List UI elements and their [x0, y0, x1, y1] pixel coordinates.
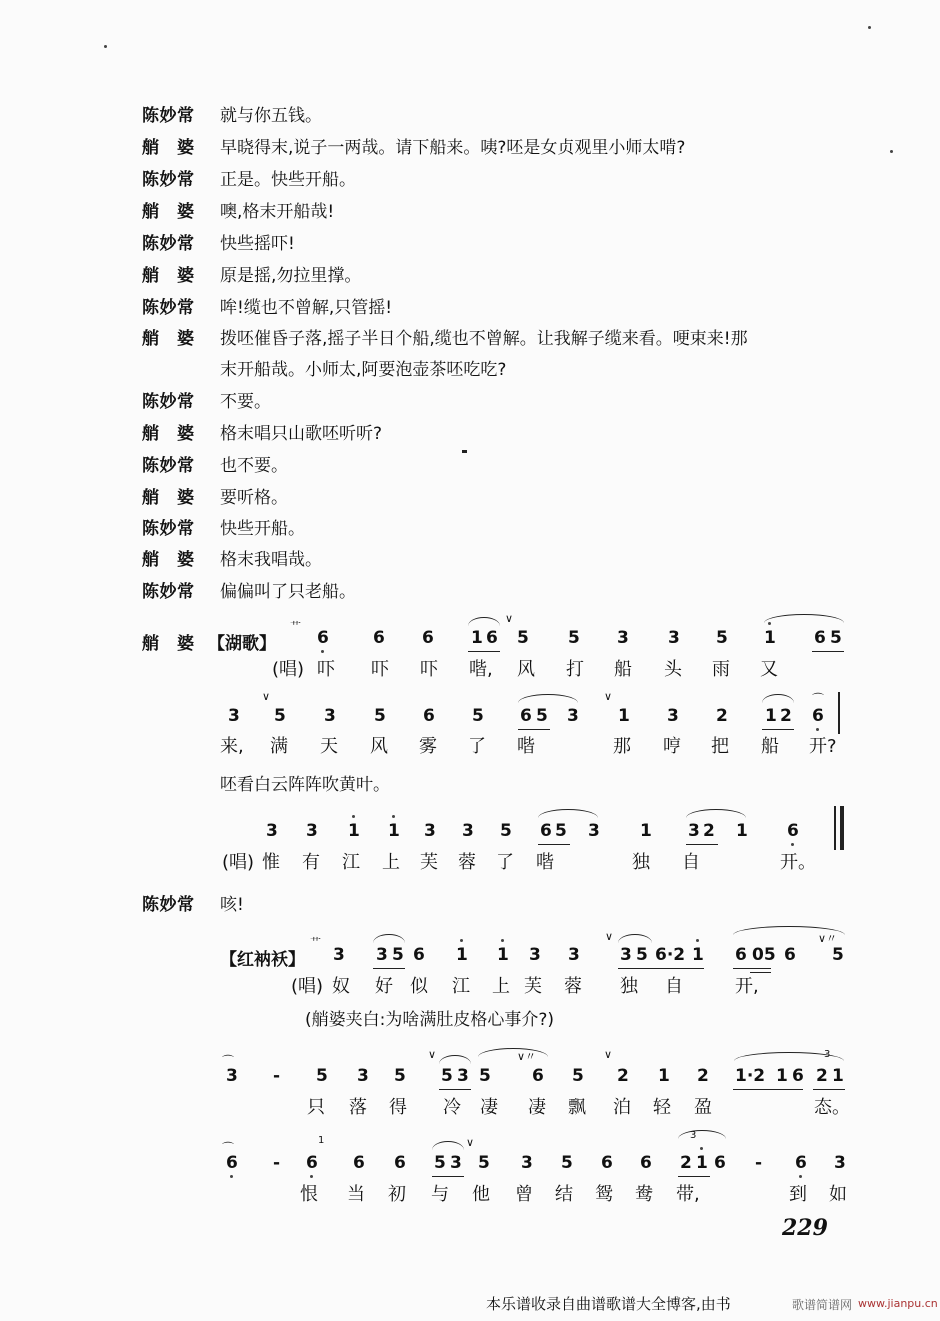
note: 6 [413, 945, 425, 965]
lyric: 好 [375, 976, 393, 997]
bar-line [838, 692, 840, 734]
low-octave-dot [791, 843, 794, 846]
lyric: 到 [789, 1184, 807, 1205]
beam [762, 729, 794, 730]
speaker-name: 陈妙常 [142, 170, 195, 190]
lyric: 似 [410, 976, 428, 997]
bar-line [834, 806, 836, 850]
lyric: 喈 [536, 852, 554, 873]
note: 6 [353, 1153, 365, 1173]
slur [764, 614, 844, 623]
note: 1 [658, 1066, 670, 1086]
note: 1 [764, 628, 776, 648]
tie-mark: ⌒ [222, 1141, 235, 1155]
lyric: 吓 [371, 659, 389, 680]
note: 6 [812, 706, 824, 726]
note: 5 [568, 628, 580, 648]
note: 6 [317, 628, 329, 648]
note: 1 [832, 1066, 844, 1086]
page-number: 229 [782, 1215, 828, 1241]
lyric: 船 [614, 659, 632, 680]
beam [733, 968, 771, 969]
lyric: 了 [468, 736, 486, 757]
note: 5 [561, 1153, 573, 1173]
note: 3 [568, 945, 580, 965]
grace-note: 1 [318, 1135, 325, 1146]
note: 6 [373, 628, 385, 648]
note: 5 [636, 945, 648, 965]
speaker-name: 艄 婆 [142, 488, 195, 508]
note: 6 [540, 821, 552, 841]
dialogue-line: 就与你五钱。 [220, 106, 322, 126]
note: 2 [780, 706, 792, 726]
tempo-mark: 艹 [290, 620, 301, 633]
lyric: 开? [809, 736, 837, 757]
note: 5 [832, 945, 844, 965]
note: 1 [456, 945, 468, 965]
slur [538, 809, 598, 818]
lyric: 又 [760, 659, 778, 680]
note: 3 [324, 706, 336, 726]
note: 1 [388, 821, 400, 841]
tempo-mark: 艹 [310, 936, 321, 949]
lyric: 吓 [420, 659, 438, 680]
lyric: 凄 [528, 1097, 546, 1118]
lyric: 哼 [663, 736, 681, 757]
note: 1 [776, 1066, 788, 1086]
note: 3 [567, 706, 579, 726]
breath-mark: ∨ [505, 612, 514, 625]
lyric: 轻 [653, 1097, 671, 1118]
scan-speck [462, 450, 467, 453]
note: 3 [620, 945, 632, 965]
lyric: 飘 [568, 1097, 586, 1118]
note: 6 [640, 1153, 652, 1173]
beam [686, 844, 718, 845]
lyric: 芙 [420, 852, 438, 873]
breath-mark: ∨ [605, 930, 614, 943]
lyric: 芙 [524, 976, 542, 997]
note: 5 [517, 628, 529, 648]
note: 5 [394, 1066, 406, 1086]
beam [468, 651, 500, 652]
lyric: 雾 [419, 736, 437, 757]
note: 5 [392, 945, 404, 965]
beam [538, 844, 570, 845]
dialogue-line: 咳! [220, 895, 244, 915]
low-octave-dot [230, 1175, 233, 1178]
note: 3 [667, 706, 679, 726]
footer-note: 本乐谱收录自曲谱歌谱大全博客,由书 [486, 1295, 731, 1313]
beam [733, 1089, 803, 1090]
lyric: 与 [431, 1184, 449, 1205]
dialogue-line: 快些摇吓! [220, 234, 295, 254]
dialogue-line: 不要。 [220, 392, 271, 412]
slur [468, 617, 500, 626]
dialogue-line: 正是。快些开船。 [220, 170, 356, 190]
slur [478, 1048, 548, 1057]
lyric: 雨 [712, 659, 730, 680]
lyric: 只 [307, 1097, 325, 1118]
breath-mark: ∨ [604, 1048, 613, 1061]
beam [678, 1176, 710, 1177]
note: 3 [266, 821, 278, 841]
dialogue-line-continued: 末开船哉。小师太,阿要泡壶茶呸吃吃? [220, 360, 507, 380]
dialogue-line: 也不要。 [220, 456, 288, 476]
grace-note: 3 [690, 1130, 697, 1141]
note: 5 [479, 1066, 491, 1086]
note: 1 [696, 1153, 708, 1173]
note: 3 [457, 1066, 469, 1086]
slur [618, 934, 652, 943]
note: 1 [736, 821, 748, 841]
lyric: 江 [342, 852, 360, 873]
tune-name: 【红衲袄】 [220, 950, 305, 970]
lyric: 惟 [262, 852, 280, 873]
high-octave-dot [460, 939, 463, 942]
note: 1 [765, 706, 777, 726]
lyric: 江 [452, 976, 470, 997]
note: 3 [306, 821, 318, 841]
lyric: 开。 [780, 852, 816, 873]
breath-mark: ∨〃 [818, 932, 838, 945]
beam [432, 1176, 464, 1177]
lyric: 了 [496, 852, 514, 873]
note: 3 [228, 706, 240, 726]
note: 5 [500, 821, 512, 841]
note: 3 [462, 821, 474, 841]
scan-speck [868, 26, 871, 29]
note: 6 [520, 706, 532, 726]
lyric: 上 [382, 852, 400, 873]
note: 3 [521, 1153, 533, 1173]
note: 6 [394, 1153, 406, 1173]
note: 6 [784, 945, 796, 965]
lyric: 上 [492, 976, 510, 997]
beam [812, 651, 844, 652]
breath-mark: ∨ [428, 1048, 437, 1061]
note: 2 [816, 1066, 828, 1086]
breath-mark: ∨ [466, 1136, 475, 1149]
breath-mark: ∨ [262, 690, 271, 703]
speaker-name: 艄 婆 [142, 550, 195, 570]
note: 3 [588, 821, 600, 841]
dialogue-line: 拨呸催昏子落,摇子半日个船,缆也不曾解。让我解子缆来看。哽束来!那 [220, 329, 748, 349]
slur [373, 934, 405, 943]
lyric: 盈 [694, 1097, 712, 1118]
tie-mark: ⌒ [222, 1054, 235, 1068]
note: 3 [424, 821, 436, 841]
note: 3 [226, 1066, 238, 1086]
speaker-name: 艄 婆 [142, 138, 195, 158]
lyric: 头 [664, 659, 682, 680]
note: 6 [792, 1066, 804, 1086]
lyric: 吓 [317, 659, 335, 680]
dialogue-line: 要听格。 [220, 488, 288, 508]
tune-name: 【湖歌】 [208, 634, 276, 654]
high-octave-dot [352, 815, 355, 818]
lyric: 满 [270, 736, 288, 757]
slur [432, 1141, 464, 1150]
slur [678, 1130, 726, 1139]
speaker-name: 陈妙常 [142, 519, 195, 539]
note: 6 [422, 628, 434, 648]
lyric: 有 [302, 852, 320, 873]
note: 6 [601, 1153, 613, 1173]
note: 3 [688, 821, 700, 841]
grace-note: 3 [824, 1049, 831, 1060]
dialogue-line: 原是摇,勿拉里撑。 [220, 266, 362, 286]
speaker-name: 艄 婆 [142, 266, 195, 286]
note: 5 [472, 706, 484, 726]
note: - [755, 1153, 763, 1173]
slur [762, 694, 794, 703]
lyric: 自 [665, 976, 683, 997]
scan-speck [104, 45, 107, 48]
dialogue-line: 噢,格末开船哉! [220, 202, 335, 222]
lyric: 凄 [480, 1097, 498, 1118]
note: 6 [423, 706, 435, 726]
lyric: 船 [761, 736, 779, 757]
lyric: 蓉 [564, 976, 582, 997]
low-octave-dot [321, 650, 324, 653]
speaker-name: 艄 婆 [142, 634, 195, 654]
low-octave-dot [799, 1175, 802, 1178]
note: 5 [316, 1066, 328, 1086]
sing-mark: (唱) [272, 659, 305, 680]
spoken-line: 呸看白云阵阵吹黄叶。 [220, 775, 390, 795]
note: 3 [529, 945, 541, 965]
note: 1 [618, 706, 630, 726]
lyric: 喈 [517, 736, 535, 757]
lyric: 开, [735, 976, 759, 997]
lyric: 蓉 [458, 852, 476, 873]
note: 6 [486, 628, 498, 648]
slur [733, 926, 845, 935]
lyric: 自 [682, 852, 700, 873]
speaker-name: 艄 婆 [142, 424, 195, 444]
speaker-name: 陈妙常 [142, 456, 195, 476]
note: - [273, 1066, 281, 1086]
note: 05 [752, 945, 776, 965]
lyric: 恨 [300, 1184, 318, 1205]
lyric: 态。 [814, 1097, 850, 1118]
breath-mark: ∨ [604, 690, 613, 703]
lyric: 独 [620, 976, 638, 997]
lyric: 泊 [613, 1097, 631, 1118]
note: 6 [787, 821, 799, 841]
lyric: 独 [632, 852, 650, 873]
note: 1 [640, 821, 652, 841]
note: 5 [536, 706, 548, 726]
lyric: 结 [555, 1184, 573, 1205]
lyric: 喈, [469, 659, 493, 680]
note: 5 [716, 628, 728, 648]
lyric: 鸯 [635, 1184, 653, 1205]
lyric: 如 [829, 1184, 847, 1205]
beam [518, 729, 550, 730]
scan-speck [890, 150, 893, 153]
note: 6·2 [655, 945, 686, 965]
note: 2 [697, 1066, 709, 1086]
lyric: 来, [220, 736, 244, 757]
note: 3 [376, 945, 388, 965]
dialogue-line: 格末唱只山歌呸听听? [220, 424, 383, 444]
dialogue-line: 早晓得末,说子一两哉。请下船来。咦?呸是女贞观里小师太啃? [220, 138, 686, 158]
high-octave-dot [501, 939, 504, 942]
watermark-url: www.jianpu.cn [858, 1297, 938, 1310]
note: 6 [306, 1153, 318, 1173]
note: 3 [357, 1066, 369, 1086]
note: 5 [830, 628, 842, 648]
dialogue-line: 偏偏叫了只老船。 [220, 582, 356, 602]
final-bar-line [840, 806, 844, 850]
note: 3 [450, 1153, 462, 1173]
note: - [273, 1153, 281, 1173]
high-octave-dot [392, 815, 395, 818]
slur [439, 1055, 471, 1064]
lyric: 他 [472, 1184, 490, 1205]
lyric: 冷 [443, 1097, 461, 1118]
speaker-name: 陈妙常 [142, 895, 195, 915]
sing-mark: (唱) [291, 976, 324, 997]
note: 2 [703, 821, 715, 841]
breath-mark: ∨〃 [517, 1050, 537, 1063]
note: 5 [441, 1066, 453, 1086]
lyric: 曾 [515, 1184, 533, 1205]
dialogue-line: 快些开船。 [220, 519, 305, 539]
speaker-name: 陈妙常 [142, 106, 195, 126]
beam [813, 1089, 845, 1090]
sing-mark: (唱) [222, 852, 255, 873]
beam [618, 968, 704, 969]
lyric: 得 [389, 1097, 407, 1118]
beam [373, 968, 405, 969]
beam [439, 1089, 471, 1090]
note: 6 [532, 1066, 544, 1086]
high-octave-dot [696, 939, 699, 942]
note: 5 [434, 1153, 446, 1173]
note: 2 [716, 706, 728, 726]
speaker-name: 艄 婆 [142, 329, 195, 349]
slur [518, 694, 578, 703]
lyric: 风 [370, 736, 388, 757]
note: 6 [795, 1153, 807, 1173]
lyric: 天 [320, 736, 338, 757]
note: 2 [680, 1153, 692, 1173]
speaker-name: 陈妙常 [142, 582, 195, 602]
speaker-name: 陈妙常 [142, 392, 195, 412]
note: 2 [617, 1066, 629, 1086]
note: 6 [714, 1153, 726, 1173]
note: 1 [497, 945, 509, 965]
note: 6 [814, 628, 826, 648]
lyric: 当 [347, 1184, 365, 1205]
note: 3 [617, 628, 629, 648]
lyric: 初 [388, 1184, 406, 1205]
note: 5 [274, 706, 286, 726]
low-octave-dot [816, 728, 819, 731]
fermata: ⌒ [812, 692, 825, 706]
slur [686, 809, 746, 818]
note: 5 [478, 1153, 490, 1173]
note: 1 [692, 945, 704, 965]
speaker-name: 陈妙常 [142, 234, 195, 254]
note: 6 [226, 1153, 238, 1173]
note: 6 [735, 945, 747, 965]
note: 5 [555, 821, 567, 841]
dialogue-line: 哞!缆也不曾解,只管摇! [220, 298, 393, 318]
note: 1·2 [735, 1066, 766, 1086]
lyric: 打 [566, 659, 584, 680]
note: 1 [348, 821, 360, 841]
note: 3 [834, 1153, 846, 1173]
low-octave-dot [310, 1175, 313, 1178]
watermark-text: 歌谱简谱网 [792, 1298, 853, 1312]
note: 3 [668, 628, 680, 648]
note: 3 [333, 945, 345, 965]
speaker-name: 陈妙常 [142, 298, 195, 318]
lyric: 把 [711, 736, 729, 757]
lyric: 风 [517, 659, 535, 680]
note: 5 [572, 1066, 584, 1086]
lyric: 带, [676, 1184, 700, 1205]
aside-note: (艄婆夹白:为啥满肚皮格心事介?) [305, 1010, 555, 1030]
note: 5 [374, 706, 386, 726]
note: 1 [471, 628, 483, 648]
lyric: 那 [613, 736, 631, 757]
lyric: 鸳 [595, 1184, 613, 1205]
high-octave-dot [700, 1147, 703, 1150]
dialogue-line: 格末我唱哉。 [220, 550, 322, 570]
speaker-name: 艄 婆 [142, 202, 195, 222]
lyric: 落 [349, 1097, 367, 1118]
lyric: 奴 [332, 976, 350, 997]
